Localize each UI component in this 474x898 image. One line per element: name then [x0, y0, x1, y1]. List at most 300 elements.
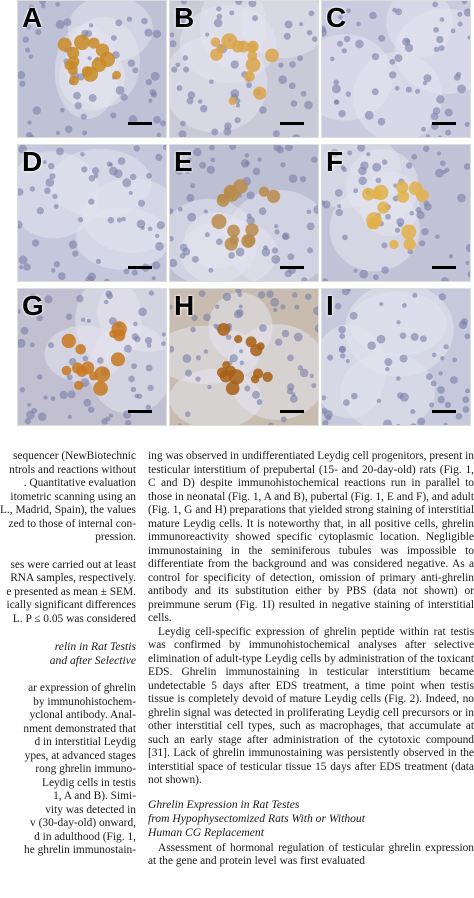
cell-nucleus — [429, 402, 434, 407]
cell-nucleus — [382, 159, 387, 164]
cell-nucleus — [445, 109, 453, 117]
cell-nucleus — [417, 417, 425, 425]
stained-cell — [88, 38, 99, 49]
cell-nucleus — [280, 162, 285, 167]
cell-nucleus — [145, 337, 152, 344]
cell-nucleus — [152, 276, 156, 280]
panel-label: I — [326, 290, 334, 321]
cell-nucleus — [277, 146, 284, 153]
stained-cell — [93, 381, 108, 396]
cell-nucleus — [395, 86, 400, 91]
cell-nucleus — [259, 106, 267, 114]
cell-nucleus — [389, 59, 395, 65]
cell-nucleus — [54, 261, 60, 267]
cell-nucleus — [146, 79, 152, 85]
cell-nucleus — [56, 148, 64, 156]
stained-cell — [373, 185, 388, 200]
panel-label: E — [174, 146, 193, 177]
cell-nucleus — [60, 391, 68, 399]
cell-nucleus — [29, 54, 34, 59]
stained-cell — [211, 37, 220, 46]
tubule-region — [353, 52, 442, 138]
cell-nucleus — [130, 174, 137, 181]
cell-nucleus — [236, 309, 244, 317]
cell-nucleus — [270, 298, 279, 307]
cell-nucleus — [234, 117, 240, 123]
cell-nucleus — [258, 157, 262, 161]
cell-nucleus — [452, 357, 457, 362]
cell-nucleus — [259, 207, 267, 215]
cell-nucleus — [43, 395, 47, 399]
cell-nucleus — [43, 160, 47, 164]
cell-nucleus — [259, 324, 267, 332]
cell-nucleus — [81, 318, 85, 322]
cell-nucleus — [23, 36, 29, 42]
cell-nucleus — [311, 383, 316, 388]
cell-nucleus — [457, 85, 466, 94]
cell-nucleus — [343, 399, 350, 406]
cell-nucleus — [367, 341, 376, 350]
panel-f — [321, 144, 471, 282]
cell-nucleus — [365, 111, 374, 120]
panel-c — [321, 0, 471, 138]
cell-nucleus — [340, 353, 345, 358]
stained-cell — [217, 367, 227, 377]
cell-nucleus — [285, 270, 292, 277]
cell-nucleus — [226, 334, 232, 340]
cell-nucleus — [278, 63, 283, 68]
cell-nucleus — [285, 20, 293, 28]
right-paragraph-1: ing was observed in undifferentiated Leydig cell progenitors, present in testicular interstitium of prepubertal (15- and 20-day-old) rats (Fig. 1, C and D) despite immunohistochemical reactions run in parallel to those in neonatal (Fig. 1, A and B), pubertal (Fig. 1, E and F), and adult (Fig. 1, G and H) preparations that yielded strong staining of interstitial mature Leydig cells. It is noteworthy that, in all positive cells, ghrelin immunoreactivity showed specific cytoplasmic location. Negligible immunostaining in the seminiferous tubules was impossible to differentiate from the background and was considered negative. As a control for specificity of detection, omission of primary anti-ghrelin antibody and its substitution either by PBS (data not shown) or preimmune serum (Fig. 1I) resulted in negative staining of interstitial cells. — [148, 450, 474, 624]
scale-bar — [128, 266, 152, 269]
cell-nucleus — [107, 161, 112, 166]
cell-nucleus — [381, 266, 389, 274]
cell-nucleus — [356, 22, 361, 27]
cell-nucleus — [304, 101, 313, 110]
cell-nucleus — [192, 256, 199, 263]
cell-nucleus — [284, 33, 291, 40]
cell-nucleus — [342, 234, 348, 240]
cell-nucleus — [299, 22, 303, 26]
cell-nucleus — [392, 8, 397, 13]
cell-nucleus — [436, 36, 443, 43]
cell-nucleus — [379, 302, 383, 306]
cell-nucleus — [87, 319, 91, 323]
cell-nucleus — [111, 35, 117, 41]
stained-cell — [253, 368, 263, 378]
cell-nucleus — [358, 176, 367, 185]
cell-nucleus — [372, 88, 379, 95]
cell-nucleus — [196, 355, 201, 360]
cell-nucleus — [346, 359, 350, 363]
cell-nucleus — [32, 239, 39, 246]
cell-nucleus — [216, 238, 223, 245]
cell-nucleus — [350, 312, 358, 320]
cell-nucleus — [400, 355, 408, 363]
cell-nucleus — [239, 349, 243, 353]
scale-bar — [280, 122, 304, 125]
cell-nucleus — [445, 168, 450, 173]
cell-nucleus — [272, 247, 278, 253]
cell-nucleus — [372, 163, 381, 172]
cell-nucleus — [292, 292, 298, 298]
cell-nucleus — [208, 268, 213, 273]
cell-nucleus — [397, 392, 403, 398]
cell-nucleus — [131, 363, 137, 369]
cell-nucleus — [23, 263, 30, 270]
cell-nucleus — [21, 327, 29, 335]
cell-nucleus — [347, 150, 352, 155]
cell-nucleus — [214, 19, 223, 28]
cell-nucleus — [307, 210, 312, 215]
cell-nucleus — [289, 82, 296, 89]
cell-nucleus — [137, 394, 142, 399]
cell-nucleus — [224, 122, 231, 129]
cell-nucleus — [216, 6, 221, 11]
cell-nucleus — [456, 413, 463, 420]
cell-nucleus — [185, 369, 192, 376]
cell-nucleus — [369, 12, 376, 19]
cell-nucleus — [27, 120, 31, 124]
cell-nucleus — [282, 233, 288, 239]
cell-nucleus — [415, 89, 420, 94]
cell-nucleus — [385, 214, 391, 220]
cell-nucleus — [307, 247, 313, 253]
cell-nucleus — [114, 169, 123, 178]
stained-cell — [229, 97, 237, 105]
cell-nucleus — [82, 130, 87, 135]
cell-nucleus — [271, 255, 280, 264]
stained-cell — [217, 323, 230, 336]
stained-cell — [237, 41, 249, 53]
cell-nucleus — [307, 222, 315, 230]
cell-nucleus — [236, 103, 240, 107]
cell-nucleus — [223, 293, 231, 301]
cell-nucleus — [128, 376, 135, 383]
cell-nucleus — [49, 173, 55, 179]
cell-nucleus — [310, 374, 314, 378]
cell-nucleus — [97, 357, 104, 364]
cell-nucleus — [342, 48, 347, 53]
cell-nucleus — [459, 321, 467, 329]
right-paragraph-3: Assessment of hormonal regulation of testicular ghrelin expression at the gene and protein level was first evaluated — [148, 841, 474, 867]
stained-cell — [259, 186, 269, 196]
cell-nucleus — [281, 416, 287, 422]
cell-nucleus — [355, 40, 364, 49]
cell-nucleus — [146, 173, 152, 179]
cell-nucleus — [289, 61, 296, 68]
cell-nucleus — [457, 12, 462, 17]
panel-h — [169, 288, 319, 426]
cell-nucleus — [187, 213, 196, 222]
cell-nucleus — [334, 99, 339, 104]
cell-nucleus — [110, 112, 116, 118]
cell-nucleus — [275, 339, 282, 346]
cell-nucleus — [96, 259, 101, 264]
cell-nucleus — [215, 305, 219, 309]
cell-nucleus — [246, 82, 252, 88]
cell-nucleus — [157, 221, 165, 229]
stained-cell — [265, 49, 279, 63]
cell-nucleus — [464, 163, 471, 170]
stained-cell — [403, 238, 415, 250]
panel-i-image — [322, 289, 471, 426]
stained-cell — [112, 71, 121, 80]
cell-nucleus — [56, 20, 65, 29]
cell-nucleus — [180, 253, 186, 259]
cell-nucleus — [326, 415, 332, 421]
cell-nucleus — [247, 191, 255, 199]
cell-nucleus — [195, 377, 200, 382]
cell-nucleus — [210, 157, 215, 162]
cell-nucleus — [31, 408, 37, 414]
micrograph-figure — [0, 0, 474, 444]
stained-cell — [211, 214, 226, 229]
cell-nucleus — [332, 84, 341, 93]
cell-nucleus — [152, 261, 160, 269]
cell-nucleus — [426, 134, 430, 138]
cell-nucleus — [78, 217, 83, 222]
stained-cell — [253, 87, 266, 100]
cell-nucleus — [134, 145, 140, 151]
cell-nucleus — [115, 19, 122, 26]
cell-nucleus — [244, 385, 250, 391]
cell-nucleus — [411, 154, 417, 160]
stained-cell — [229, 235, 239, 245]
cell-nucleus — [432, 2, 438, 8]
cell-nucleus — [366, 152, 370, 156]
cell-nucleus — [423, 81, 427, 85]
cell-nucleus — [68, 415, 72, 419]
cell-nucleus — [231, 60, 239, 68]
cell-nucleus — [421, 228, 428, 235]
stained-cell — [368, 216, 381, 229]
left-section-heading: relin in Rat Testis and after Selective — [49, 640, 136, 667]
cell-nucleus — [409, 211, 414, 216]
cell-nucleus — [147, 385, 153, 391]
cell-nucleus — [123, 269, 129, 275]
cell-nucleus — [144, 29, 152, 37]
cell-nucleus — [161, 341, 166, 346]
cell-nucleus — [294, 333, 303, 342]
cell-nucleus — [229, 10, 234, 15]
cell-nucleus — [395, 228, 400, 233]
cell-nucleus — [449, 254, 453, 258]
cell-nucleus — [462, 396, 469, 403]
cell-nucleus — [211, 128, 218, 135]
cell-nucleus — [129, 191, 133, 195]
panel-f-image — [322, 145, 471, 282]
left-paragraph-2: ses were carried out at least RNA samples, respectively. e presented as mean ± SEM. ically significant differences L. P ≤ 0.05 was considered — [6, 558, 136, 625]
cell-nucleus — [335, 303, 341, 309]
stained-cell — [241, 234, 255, 248]
cell-nucleus — [88, 56, 92, 60]
cell-nucleus — [421, 127, 426, 132]
stained-cell — [74, 381, 83, 390]
scale-bar — [432, 410, 456, 413]
stained-cell — [76, 366, 87, 377]
cell-nucleus — [179, 130, 187, 138]
cell-nucleus — [48, 163, 55, 170]
cell-nucleus — [128, 59, 136, 67]
cell-nucleus — [52, 194, 57, 199]
cell-nucleus — [55, 2, 60, 7]
cell-nucleus — [400, 332, 407, 339]
panel-label: C — [326, 2, 347, 33]
stained-cell — [416, 189, 429, 202]
cell-nucleus — [438, 396, 445, 403]
stained-cell — [210, 48, 223, 61]
cell-nucleus — [351, 393, 358, 400]
cell-nucleus — [266, 290, 274, 298]
left-column — [0, 450, 136, 858]
cell-nucleus — [239, 305, 243, 309]
cell-nucleus — [89, 23, 93, 27]
cell-nucleus — [337, 41, 343, 47]
cell-nucleus — [69, 240, 78, 249]
cell-nucleus — [182, 354, 191, 363]
cell-nucleus — [138, 200, 145, 207]
panel-label: F — [326, 146, 344, 177]
panel-e — [169, 144, 319, 282]
cell-nucleus — [253, 168, 261, 176]
cell-nucleus — [132, 67, 138, 73]
cell-nucleus — [273, 130, 280, 137]
cell-nucleus — [19, 265, 23, 269]
stained-cell — [244, 71, 255, 82]
cell-nucleus — [56, 131, 60, 135]
cell-nucleus — [339, 346, 346, 353]
cell-nucleus — [209, 79, 214, 84]
cell-nucleus — [437, 386, 445, 394]
cell-nucleus — [81, 166, 87, 172]
cell-nucleus — [183, 55, 189, 61]
cell-nucleus — [107, 293, 113, 299]
cell-nucleus — [278, 75, 287, 84]
tubule-region — [49, 149, 151, 218]
stained-cell — [64, 60, 74, 70]
cell-nucleus — [454, 74, 461, 81]
cell-nucleus — [458, 22, 463, 27]
panel-d — [17, 144, 167, 282]
cell-nucleus — [384, 358, 392, 366]
stained-cell — [75, 344, 86, 355]
stained-cell — [111, 352, 125, 366]
cell-nucleus — [204, 349, 208, 353]
cell-nucleus — [133, 322, 138, 327]
cell-nucleus — [132, 333, 139, 340]
cell-nucleus — [309, 10, 315, 16]
panel-label: H — [174, 290, 195, 321]
cell-nucleus — [51, 396, 56, 401]
cell-nucleus — [434, 47, 439, 52]
cell-nucleus — [188, 91, 196, 99]
cell-nucleus — [311, 156, 317, 162]
cell-nucleus — [258, 291, 265, 298]
cell-nucleus — [410, 409, 415, 414]
cell-nucleus — [64, 18, 72, 26]
cell-nucleus — [411, 333, 419, 341]
cell-nucleus — [190, 183, 195, 188]
cell-nucleus — [83, 399, 91, 407]
cell-nucleus — [65, 126, 73, 134]
cell-nucleus — [282, 330, 290, 338]
cell-nucleus — [435, 234, 440, 239]
cell-nucleus — [337, 204, 341, 208]
cell-nucleus — [199, 162, 206, 169]
cell-nucleus — [153, 30, 161, 38]
cell-nucleus — [88, 198, 94, 204]
cell-nucleus — [124, 345, 132, 353]
left-paragraph-1: sequencer (NewBiotechnic ntrols and reactions without . Quantitative evaluation itometric scanning using an L., Madrid, Spain), the values zed to those of internal con- pression. — [0, 450, 136, 543]
cell-nucleus — [207, 385, 211, 389]
cell-nucleus — [38, 412, 47, 421]
cell-nucleus — [287, 253, 294, 260]
panel-label: A — [22, 2, 43, 33]
panel-i — [321, 288, 471, 426]
cell-nucleus — [353, 269, 357, 273]
cell-nucleus — [146, 365, 153, 372]
cell-nucleus — [344, 36, 350, 42]
cell-nucleus — [51, 268, 55, 272]
cell-nucleus — [155, 234, 159, 238]
cell-nucleus — [263, 245, 268, 250]
cell-nucleus — [287, 388, 293, 394]
cell-nucleus — [360, 161, 368, 169]
right-paragraph-2: Leydig cell-specific expression of ghrelin peptide within rat testis was confirmed by immunohistochemical analyses after selective elimination of adult-type Leydig cells by administration of the toxicant EDS. Ghrelin immunostaining in testicular interstitium became undetectable 5 days after EDS treatment, a time point when testis tissue is completely devoid of mature Leydig cells (Fig. 2). Indeed, no ghrelin signal was detected in proliferating Leydig cell precursors or in other interstitial cell types, such as macrophages, that accumulate at such an early stage after administration of the cytotoxic compound [31]. Lack of ghrelin immunostaining was persistently observed in the interstitial space of testicular tissue 15 days after EDS treatment (data not shown). — [148, 625, 474, 786]
cell-nucleus — [209, 145, 215, 151]
cell-nucleus — [396, 320, 400, 324]
cell-nucleus — [19, 81, 25, 87]
cell-nucleus — [148, 98, 152, 102]
cell-nucleus — [433, 27, 439, 33]
cell-nucleus — [72, 250, 78, 256]
cell-nucleus — [217, 14, 223, 20]
cell-nucleus — [160, 120, 166, 126]
stained-cell — [109, 330, 117, 338]
cell-nucleus — [104, 300, 108, 304]
cell-nucleus — [109, 414, 113, 418]
cell-nucleus — [37, 207, 44, 214]
cell-nucleus — [444, 344, 449, 349]
cell-nucleus — [338, 326, 346, 334]
cell-nucleus — [287, 354, 294, 361]
cell-nucleus — [431, 381, 437, 387]
cell-nucleus — [88, 406, 94, 412]
cell-nucleus — [121, 217, 125, 221]
cell-nucleus — [236, 248, 245, 257]
cell-nucleus — [116, 86, 125, 95]
cell-nucleus — [419, 240, 425, 246]
cell-nucleus — [73, 92, 81, 100]
cell-nucleus — [322, 420, 328, 426]
cell-nucleus — [137, 220, 146, 229]
cell-nucleus — [412, 293, 417, 298]
cell-nucleus — [180, 121, 186, 127]
stained-cell — [83, 67, 98, 82]
cell-nucleus — [377, 399, 381, 403]
cell-nucleus — [405, 44, 413, 52]
cell-nucleus — [376, 178, 382, 184]
cell-nucleus — [423, 145, 429, 151]
scale-bar — [128, 410, 152, 413]
scale-bar — [432, 122, 456, 125]
cell-nucleus — [435, 169, 444, 178]
cell-nucleus — [131, 387, 136, 392]
cell-nucleus — [199, 290, 206, 297]
panel-b — [169, 0, 319, 138]
panel-label: B — [174, 2, 195, 33]
